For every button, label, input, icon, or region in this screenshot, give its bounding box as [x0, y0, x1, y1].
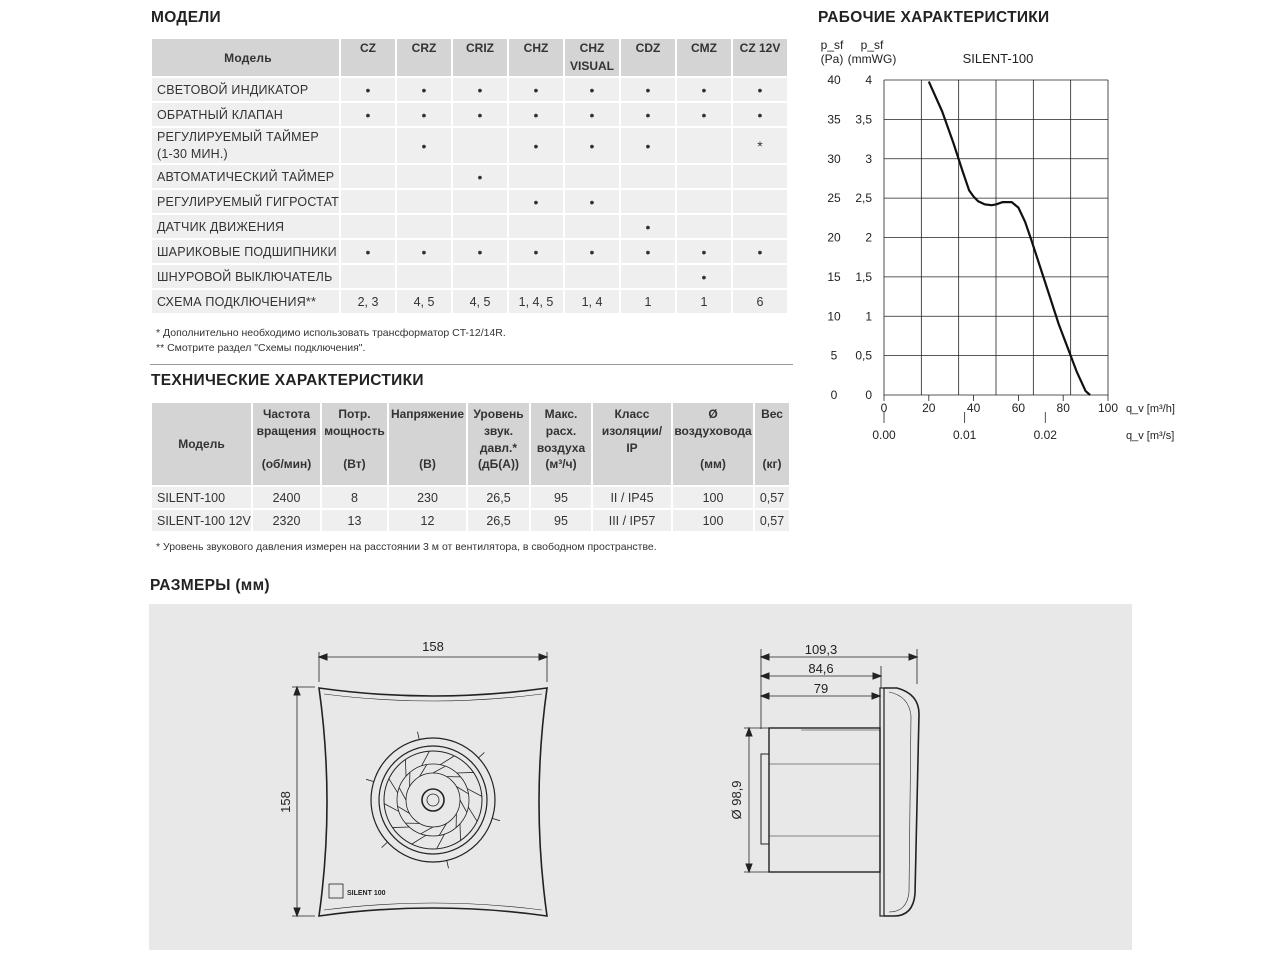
models-table [150, 37, 789, 315]
tech-header-cell [673, 403, 753, 485]
models-header-col-line: CHZ [523, 41, 549, 55]
models-cell [397, 165, 451, 188]
models-cell: • [565, 240, 619, 263]
models-header-col [397, 39, 451, 76]
models-cell [341, 190, 395, 213]
x-axis-label: q_v [m³/h] [1126, 403, 1175, 415]
tech-cell: 13 [322, 510, 387, 531]
front-view-drawing [149, 604, 1132, 950]
tech-header-line: Напряжение [390, 407, 465, 421]
models-cell: 1 [621, 290, 675, 313]
models-cell: • [621, 215, 675, 238]
y2-axis-label: (mmWG) [847, 52, 897, 66]
y2-tick-label: 2 [865, 230, 872, 245]
x2-tick-label: 0.00 [872, 428, 896, 442]
models-row [152, 215, 787, 238]
models-cell [509, 215, 563, 238]
tech-header-line: Класс [614, 407, 650, 421]
models-cell [453, 190, 507, 213]
tech-header-unit: (мм) [700, 457, 726, 471]
models-cell [397, 190, 451, 213]
tech-cell: II / IP45 [593, 487, 671, 508]
models-cell: • [677, 78, 731, 101]
tech-header-line: вращения [256, 424, 317, 438]
models-cell: • [565, 103, 619, 126]
models-row-label [152, 78, 339, 101]
tech-header-unit: (м³/ч) [545, 457, 577, 471]
y2-tick-label: 4 [865, 73, 872, 87]
models-row [152, 290, 787, 313]
duct-diameter-label: Ø 98,9 [729, 780, 744, 820]
front-width-label: 158 [422, 639, 444, 654]
models-cell: • [509, 78, 563, 101]
tech-cell: 2320 [253, 510, 320, 531]
models-cell [565, 165, 619, 188]
models-header-col [733, 39, 787, 76]
models-row-label [152, 265, 339, 288]
tech-cell: 0,57 [755, 510, 789, 531]
tech-cell: 26,5 [468, 487, 529, 508]
tech-note: * Уровень звукового давления измерен на расстоянии 3 м от вентилятора, в свободном пространстве. [156, 541, 657, 553]
tech-header-cell [755, 403, 789, 485]
y2-tick-label: 3,5 [855, 112, 872, 127]
models-row-label [152, 190, 339, 213]
models-note-2: ** Смотрите раздел "Схемы подключения". [156, 342, 366, 354]
tech-header-unit: (Вт) [343, 457, 366, 471]
performance-chart [810, 36, 1175, 446]
models-row [152, 190, 787, 213]
models-cell [397, 215, 451, 238]
models-cell [621, 165, 675, 188]
models-cell [453, 265, 507, 288]
models-cell: • [621, 103, 675, 126]
x-tick-label: 0 [880, 401, 888, 415]
tech-cell: 100 [673, 487, 753, 508]
models-header-col-line: CZ 12V [739, 41, 781, 55]
tech-cell: 26,5 [468, 510, 529, 531]
x-tick-label: 60 [1011, 401, 1026, 415]
models-header-col [509, 39, 563, 76]
models-cell: 2, 3 [341, 290, 395, 313]
tech-cell: III / IP57 [593, 510, 671, 531]
models-cell [509, 265, 563, 288]
x-tick-label: 100 [1097, 401, 1119, 415]
models-row-label [152, 240, 339, 263]
x2-tick-label: 0.01 [952, 428, 977, 442]
models-header-col [453, 39, 507, 76]
y2-axis-label: p_sf [860, 38, 884, 52]
models-cell [677, 165, 731, 188]
tech-header-line: Вес [761, 407, 783, 421]
models-cell: • [733, 240, 787, 263]
models-cell [341, 165, 395, 188]
models-cell: • [621, 240, 675, 263]
models-cell: * [733, 128, 787, 163]
x-tick-label: 20 [922, 401, 936, 415]
models-header-col [621, 39, 675, 76]
models-cell: • [397, 103, 451, 126]
models-row-label [152, 128, 339, 163]
models-title: МОДЕЛИ [151, 9, 221, 26]
tech-header-unit: (об/мин) [261, 457, 312, 471]
models-cell: • [733, 78, 787, 101]
models-row-label-line: АВТОМАТИЧЕСКИЙ ТАЙМЕР [157, 169, 335, 184]
tech-header-line: Потр. [338, 407, 371, 421]
y2-tick-label: 0,5 [855, 348, 872, 363]
models-cell: • [621, 128, 675, 163]
tech-header-cell [322, 403, 387, 485]
models-header-col-line: CMZ [691, 41, 717, 55]
tech-cell: 2400 [253, 487, 320, 508]
models-header-col [677, 39, 731, 76]
models-header-col-line: CRZ [411, 41, 437, 55]
tech-cell: 8 [322, 487, 387, 508]
models-cell [677, 128, 731, 163]
models-cell: • [509, 103, 563, 126]
models-row-label-line: (1-30 МИН.) [157, 147, 228, 161]
tech-header-line: мощность [324, 424, 385, 438]
models-row-label [152, 215, 339, 238]
tech-cell: SILENT-100 12V [152, 510, 251, 531]
models-cell: • [397, 128, 451, 163]
tech-header-line: Макс. [544, 407, 578, 421]
y-tick-label: 10 [827, 309, 841, 324]
models-cell: • [453, 240, 507, 263]
performance-curve [929, 82, 1090, 395]
models-cell [677, 190, 731, 213]
tech-header-line: Модель [178, 437, 225, 451]
models-cell: 4, 5 [397, 290, 451, 313]
models-cell: • [565, 190, 619, 213]
models-cell [677, 215, 731, 238]
models-cell: • [677, 240, 731, 263]
models-header-col-line: CHZ [579, 41, 605, 55]
models-cell [341, 128, 395, 163]
tech-header-unit: (дБ(А)) [478, 457, 519, 471]
models-cell: 6 [733, 290, 787, 313]
y2-tick-label: 0 [865, 388, 872, 402]
tech-header-cell [389, 403, 466, 485]
section-divider [150, 364, 793, 365]
models-cell: 4, 5 [453, 290, 507, 313]
y-axis-label: (Pa) [820, 52, 844, 66]
models-header-model: Модель [152, 39, 339, 76]
tech-cell: SILENT-100 [152, 487, 251, 508]
dimensions-title: РАЗМЕРЫ (мм) [150, 577, 270, 594]
models-row [152, 103, 787, 126]
y2-tick-label: 1,5 [855, 269, 872, 284]
tech-header-line: изоляции/ [601, 424, 663, 438]
models-cell [621, 190, 675, 213]
models-cell [733, 215, 787, 238]
models-header-col [565, 39, 619, 76]
front-height-label: 158 [278, 791, 293, 813]
y-tick-label: 30 [827, 151, 841, 166]
y2-tick-label: 1 [865, 309, 872, 324]
y-axis-label: p_sf [820, 38, 844, 52]
models-row-label-line: РЕГУЛИРУЕМЫЙ ГИГРОСТАТ [157, 194, 339, 209]
chart-title: SILENT-100 [962, 51, 1034, 66]
performance-title: РАБОЧИЕ ХАРАКТЕРИСТИКИ [818, 9, 1050, 26]
models-row-label-line: РЕГУЛИРУЕМЫЙ ТАЙМЕР [157, 130, 319, 144]
models-cell: • [509, 240, 563, 263]
models-header-col-line: CZ [360, 41, 376, 55]
models-cell [565, 215, 619, 238]
models-cell [341, 265, 395, 288]
models-cell: • [453, 78, 507, 101]
y-tick-label: 40 [827, 73, 841, 87]
models-row [152, 265, 787, 288]
side-view-drawing [744, 649, 919, 916]
models-cell [341, 215, 395, 238]
models-cell [621, 265, 675, 288]
tech-cell: 0,57 [755, 487, 789, 508]
x-tick-label: 80 [1056, 401, 1070, 415]
models-row-label-line: ШНУРОВОЙ ВЫКЛЮЧАТЕЛЬ [157, 269, 333, 284]
models-row [152, 240, 787, 263]
models-row-label [152, 290, 339, 313]
tech-header-line: IP [626, 441, 638, 455]
tech-header-line: воздуха [536, 441, 586, 455]
models-header-col [341, 39, 395, 76]
side-short-label: 79 [813, 681, 829, 696]
y-tick-label: 25 [827, 191, 841, 206]
models-header-col-line: CRIZ [466, 41, 494, 55]
logo-text: SILENT 100 [347, 890, 386, 897]
models-cell [397, 265, 451, 288]
tech-cell: 95 [531, 487, 591, 508]
y-tick-label: 5 [830, 348, 838, 363]
models-cell: • [397, 78, 451, 101]
x-tick-label: 40 [966, 401, 981, 415]
tech-header-unit: (В) [419, 457, 436, 471]
tech-cell: 230 [389, 487, 466, 508]
tech-table [150, 401, 791, 533]
models-cell: • [565, 78, 619, 101]
models-header-col-line: VISUAL [569, 59, 614, 73]
models-cell [453, 128, 507, 163]
tech-header-unit: (кг) [762, 457, 782, 471]
tech-header-cell [152, 403, 251, 485]
tech-header-line: Уровень [473, 407, 524, 421]
models-cell [565, 265, 619, 288]
models-cell: • [733, 103, 787, 126]
models-cell: • [565, 128, 619, 163]
y2-tick-label: 3 [865, 151, 872, 166]
y-tick-label: 15 [827, 269, 841, 284]
models-cell: • [509, 190, 563, 213]
tech-header-line: расх. [545, 424, 577, 438]
models-cell: • [621, 78, 675, 101]
models-row-label [152, 165, 339, 188]
models-row-label [152, 103, 339, 126]
y2-tick-label: 2,5 [855, 191, 872, 206]
models-cell [453, 215, 507, 238]
tech-cell: 95 [531, 510, 591, 531]
dimensions-panel [149, 604, 1132, 950]
tech-header-line: Частота [262, 407, 311, 421]
models-cell [733, 165, 787, 188]
tech-header-line: давл.* [479, 441, 518, 455]
tech-header-line: звук. [483, 424, 514, 438]
models-cell: 1, 4 [565, 290, 619, 313]
models-row [152, 128, 787, 163]
models-cell: • [509, 128, 563, 163]
y-tick-label: 20 [827, 230, 841, 245]
models-note-1: * Дополнительно необходимо использовать трансформатор CT-12/14R. [156, 327, 506, 339]
models-cell: • [677, 265, 731, 288]
models-cell: • [397, 240, 451, 263]
side-total-label: 109,3 [804, 642, 838, 657]
models-cell: • [677, 103, 731, 126]
models-row-label-line: СВЕТОВОЙ ИНДИКАТОР [157, 82, 309, 97]
models-row [152, 165, 787, 188]
x2-tick-label: 0.02 [1033, 428, 1057, 442]
models-row-label-line: ОБРАТНЫЙ КЛАПАН [157, 107, 284, 122]
models-cell: 1 [677, 290, 731, 313]
models-cell [733, 265, 787, 288]
models-cell: • [341, 78, 395, 101]
models-header-col-line: CDZ [635, 41, 661, 55]
models-cell [509, 165, 563, 188]
x2-axis-label: q_v [m³/s] [1126, 430, 1175, 442]
y-tick-label: 35 [827, 112, 841, 127]
tech-row [152, 487, 789, 508]
models-cell: • [341, 240, 395, 263]
tech-header-cell [253, 403, 320, 485]
technical-title: ТЕХНИЧЕСКИЕ ХАРАКТЕРИСТИКИ [151, 372, 424, 389]
models-cell: • [341, 103, 395, 126]
models-cell: • [453, 165, 507, 188]
tech-header-cell [593, 403, 671, 485]
side-mid-label: 84,6 [808, 661, 834, 676]
models-cell [733, 190, 787, 213]
models-row-label-line: СХЕМА ПОДКЛЮЧЕНИЯ** [157, 294, 317, 309]
tech-header-line: Ø [708, 407, 718, 421]
models-cell: 1, 4, 5 [509, 290, 563, 313]
models-row [152, 78, 787, 101]
models-row-label-line: ШАРИКОВЫЕ ПОДШИПНИКИ [157, 244, 337, 259]
models-cell: • [453, 103, 507, 126]
tech-header-cell [468, 403, 529, 485]
tech-header-line: воздуховода [674, 424, 752, 438]
tech-row [152, 510, 789, 531]
tech-cell: 12 [389, 510, 466, 531]
models-row-label-line: ДАТЧИК ДВИЖЕНИЯ [157, 219, 285, 234]
y-tick-label: 0 [830, 388, 838, 402]
tech-cell: 100 [673, 510, 753, 531]
tech-header-cell [531, 403, 591, 485]
